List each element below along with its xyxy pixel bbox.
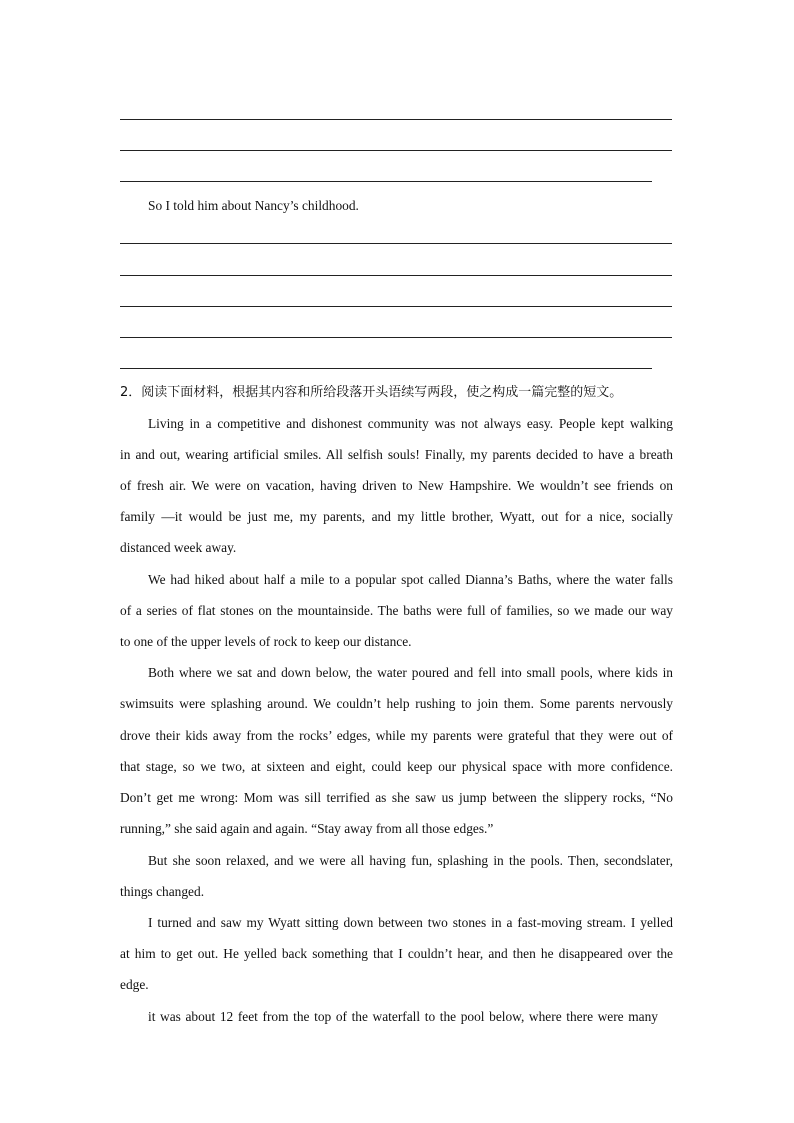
answer-line[interactable] <box>120 275 672 276</box>
passage-line: things changed. <box>120 884 205 899</box>
passage-line: We had hiked about half a mile to a popular spot called Dianna’s Baths, where the water falls <box>148 572 673 587</box>
passage-line: edge. <box>120 977 149 992</box>
passage-line: drove their kids away from the rocks’ edges, while my parents were grateful that they were out of <box>120 728 673 743</box>
passage-line: Both where we sat and down below, the water poured and fell into small pools, where kids in <box>148 665 673 680</box>
passage-line: to one of the upper levels of rock to keep our distance. <box>120 634 412 649</box>
passage-line: family —it would be just me, my parents, and my little brother, Wyatt, out for a nice, socially <box>120 509 673 524</box>
passage-line: swimsuits were splashing around. We couldn’t help rushing to join them. Some parents nervously <box>120 696 673 711</box>
answer-line[interactable] <box>120 306 672 307</box>
passage-line: that stage, so we two, at sixteen and eight, could keep our physical space with more confidence. <box>120 759 673 774</box>
question-heading: 2．阅读下面材料，根据其内容和所给段落开头语续写两段，使之构成一篇完整的短文。 <box>120 385 623 400</box>
answer-line[interactable] <box>120 243 672 244</box>
passage-line: But she soon relaxed, and we were all having fun, splashing in the pools. Then, secondslater, <box>148 853 673 868</box>
passage-line: in and out, wearing artificial smiles. All selfish souls! Finally, my parents decided to have a breath <box>120 447 673 462</box>
passage-line: I turned and saw my Wyatt sitting down between two stones in a fast-moving stream. I yelled <box>148 915 673 930</box>
continuation-prompt: So I told him about Nancy’s childhood. <box>148 198 359 213</box>
answer-line[interactable] <box>120 337 672 338</box>
passage-line: distanced week away. <box>120 540 237 555</box>
passage-line: at him to get out. He yelled back something that I couldn’t hear, and then he disappeared over the <box>120 946 673 961</box>
passage-line: running,” she said again and again. “Stay away from all those edges.” <box>120 821 494 836</box>
passage-line: it was about 12 feet from the top of the waterfall to the pool below, where there were many <box>148 1009 658 1024</box>
passage-line: Living in a competitive and dishonest community was not always easy. People kept walking <box>148 416 673 431</box>
answer-line[interactable] <box>120 368 652 369</box>
passage-line: of a series of flat stones on the mountainside. The baths were full of families, so we made our way <box>120 603 673 618</box>
answer-line[interactable] <box>120 119 672 120</box>
passage-line: of fresh air. We were on vacation, having driven to New Hampshire. We wouldn’t see friends on <box>120 478 673 493</box>
passage-line: Don’t get me wrong: Mom was sill terrified as she saw us jump between the slippery rocks, “No <box>120 790 673 805</box>
answer-line[interactable] <box>120 150 672 151</box>
answer-line[interactable] <box>120 181 652 182</box>
